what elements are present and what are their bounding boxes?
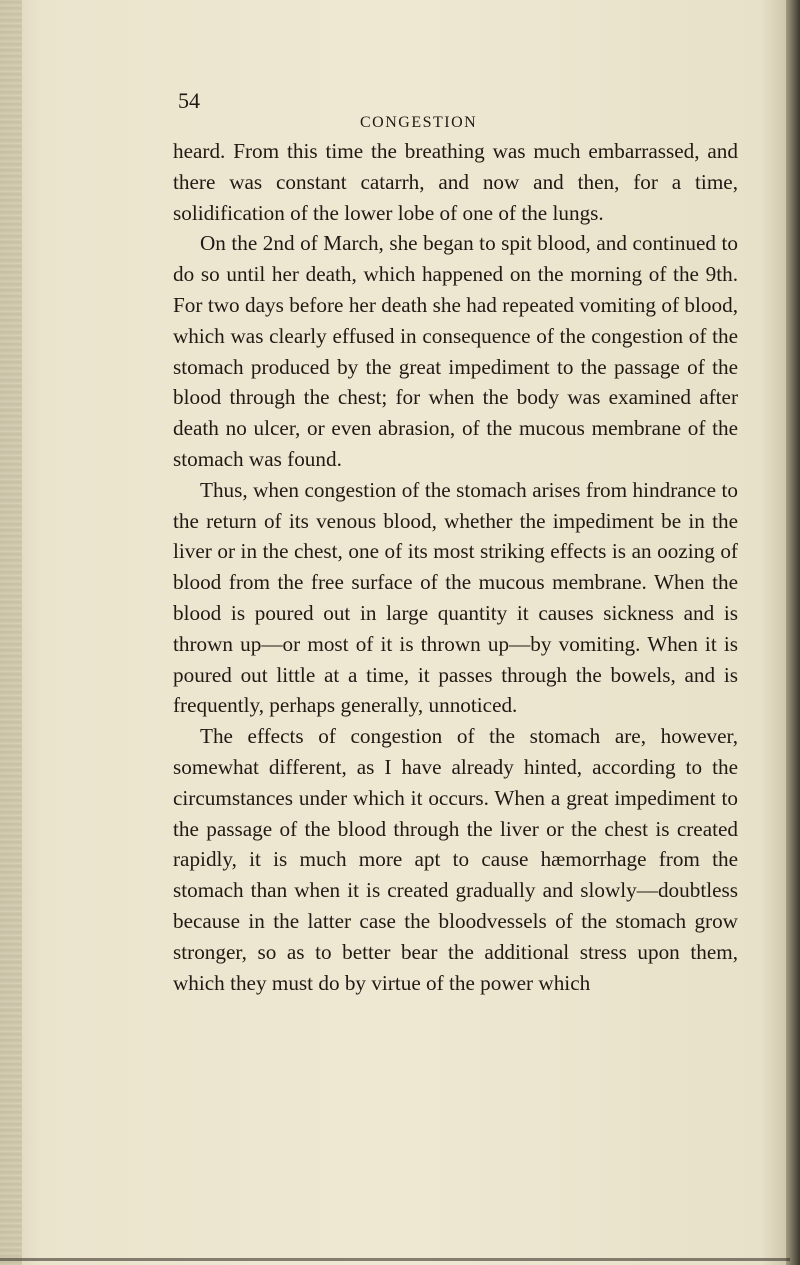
page-gutter-shadow [0, 0, 22, 1265]
paragraph-3: Thus, when congestion of the stomach arises from hindrance to the return of its venous blood, whether the impediment be in the liver or in the chest, one of its most striking effects is an oozing of blood from the free surface of the mucous membrane. When the blood is poured out in large quantity it causes sickness and is thrown up—or most of it is thrown up—by vomiting. When it is poured out little at a time, it passes through the bowels, and is frequently, perhaps generally, unnoticed. [173, 477, 738, 718]
bottom-edge [0, 1258, 790, 1261]
running-head: CONGESTION [360, 114, 478, 131]
page-number: 54 [178, 88, 200, 113]
paragraph-2: On the 2nd of March, she began to spit blood, and continued to do so until her death, which happened on the morning of the 9th. For two days before her death she had repeated vomiting of blood, which was clearly effused in consequence of the congestion of the stomach produced by the great impediment to the passage of the blood through the chest; for when the body was examined after death no ulcer, or even abrasion, of the mucous membrane of the stomach was found. [173, 231, 738, 471]
paragraph-4: The effects of congestion of the stomach are, however, somewhat different, as I have already hinted, according to the circumstances under which it occurs. When a great impediment to the passage of the blood through the liver or the chest is created rapidly, it is much more apt to cause hæmorrhage from the stomach than when it is created gradually and slowly—doubtless because in the latter case the bloodvessels of the stomach grow stronger, so as to better bear the additional stress upon them, which they must do by virtue of the power which [173, 724, 738, 995]
page-edge-shadow [786, 0, 800, 1265]
body-text [173, 136, 738, 998]
paragraph-1: heard. From this time the breathing was much embarrassed, and there was constant catarrh, and now and then, for a time, solidification of the lower lobe of one of the lungs. [173, 139, 738, 225]
